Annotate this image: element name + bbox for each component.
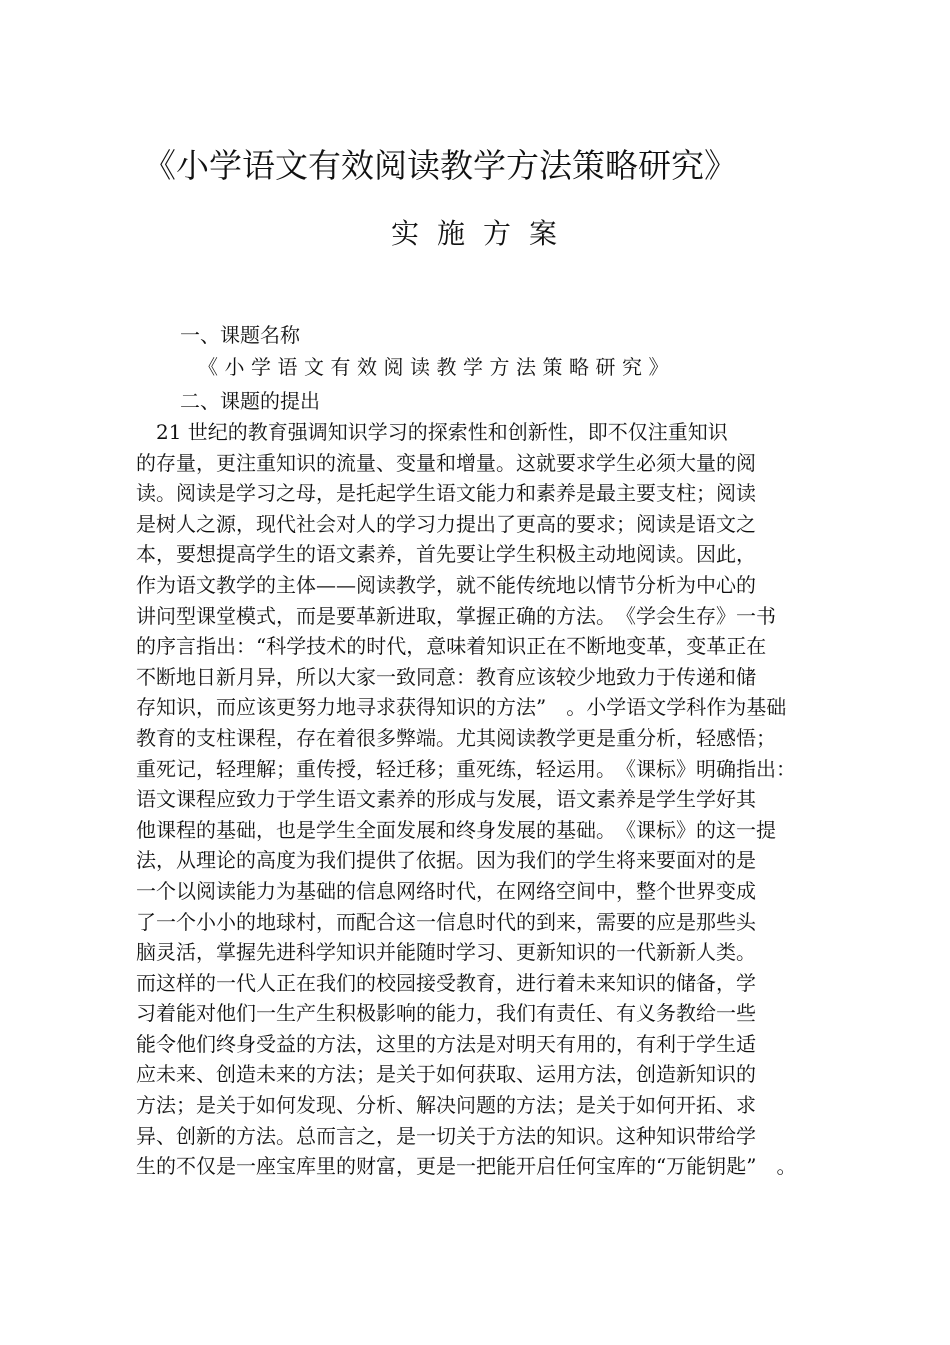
body-line: 21 世纪的教育强调知识学习的探索性和创新性，即不仅注重知识 — [136, 420, 728, 444]
body-line: 了一个小小的地球村，而配合这一信息时代的到来，需要的应是那些头 — [136, 909, 756, 934]
document-title: 《小学语文有效阅读教学方法策略研究》 — [143, 146, 737, 185]
body-line: 读。阅读是学习之母，是托起学生语文能力和素养是最主要支柱；阅读 — [136, 481, 756, 506]
body-line: 法，从理论的高度为我们提供了依据。因为我们的学生将来要面对的是 — [136, 848, 756, 873]
topic-name-text: 《小学语文有效阅读教学方法策略研究》 — [198, 355, 675, 379]
body-paragraph — [136, 417, 856, 1182]
body-line: 应未来、创造未来的方法；是关于如何获取、运用方法，创造新知识的 — [136, 1062, 756, 1087]
body-line: 存知识，而应该更努力地寻求获得知识的方法” 。小学语文学科作为基础 — [136, 695, 787, 720]
body-line: 脑灵活，掌握先进科学知识并能随时学习、更新知识的一代新新人类。 — [136, 940, 756, 965]
body-line: 的存量，更注重知识的流量、变量和增量。这就要求学生必须大量的阅 — [136, 450, 756, 475]
body-line: 不断地日新月异，所以大家一致同意：教育应该较少地致力于传递和储 — [136, 664, 756, 689]
section-heading-topic-origin: 二、课题的提出 — [180, 389, 320, 413]
body-line: 是树人之源，现代社会对人的学习力提出了更高的要求；阅读是语文之 — [136, 511, 756, 536]
body-line: 作为语文教学的主体——阅读教学，就不能传统地以情节分析为中心的 — [136, 572, 756, 597]
body-line: 语文课程应致力于学生语文素养的形成与发展，语文素养是学生学好其 — [136, 787, 756, 812]
section-heading-topic-name: 一、课题名称 — [180, 323, 300, 347]
body-line: 教育的支柱课程，存在着很多弊端。尤其阅读教学更是重分析，轻感悟； — [136, 725, 776, 750]
body-line: 本，要想提高学生的语文素养，首先要让学生积极主动地阅读。因此， — [136, 542, 756, 567]
body-line: 讲问型课堂模式，而是要革新进取，掌握正确的方法。 《学会生存》一书 — [136, 603, 776, 628]
body-line: 能令他们终身受益的方法，这里的方法是对明天有用的，有利于学生适 — [136, 1031, 756, 1056]
body-line: 的序言指出：“科学技术的时代，意味着知识正在不断地变革，变革正在 — [136, 634, 767, 659]
body-line: 他课程的基础，也是学生全面发展和终身发展的基础。 《课标》的这一提 — [136, 817, 776, 842]
body-line: 习着能对他们一生产生积极影响的能力，我们有责任、有义务教给一些 — [136, 1001, 756, 1026]
body-line: 一个以阅读能力为基础的信息网络时代，在网络空间中，整个世界变成 — [136, 878, 756, 903]
body-line: 异、创新的方法。总而言之，是一切关于方法的知识。这种知识带给学 — [136, 1123, 756, 1148]
body-line: 方法；是关于如何发现、分析、解决问题的方法；是关于如何开拓、求 — [136, 1093, 756, 1118]
body-line: 生的不仅是一座宝库里的财富，更是一把能开启任何宝库的“万能钥匙” 。 — [136, 1154, 797, 1179]
document-subtitle: 实施方案 — [390, 217, 575, 250]
body-line: 重死记，轻理解；重传授，轻迁移；重死练，轻运用。 《课标》明确指出： — [136, 756, 796, 781]
body-line: 而这样的一代人正在我们的校园接受教育，进行着未来知识的储备，学 — [136, 970, 756, 995]
